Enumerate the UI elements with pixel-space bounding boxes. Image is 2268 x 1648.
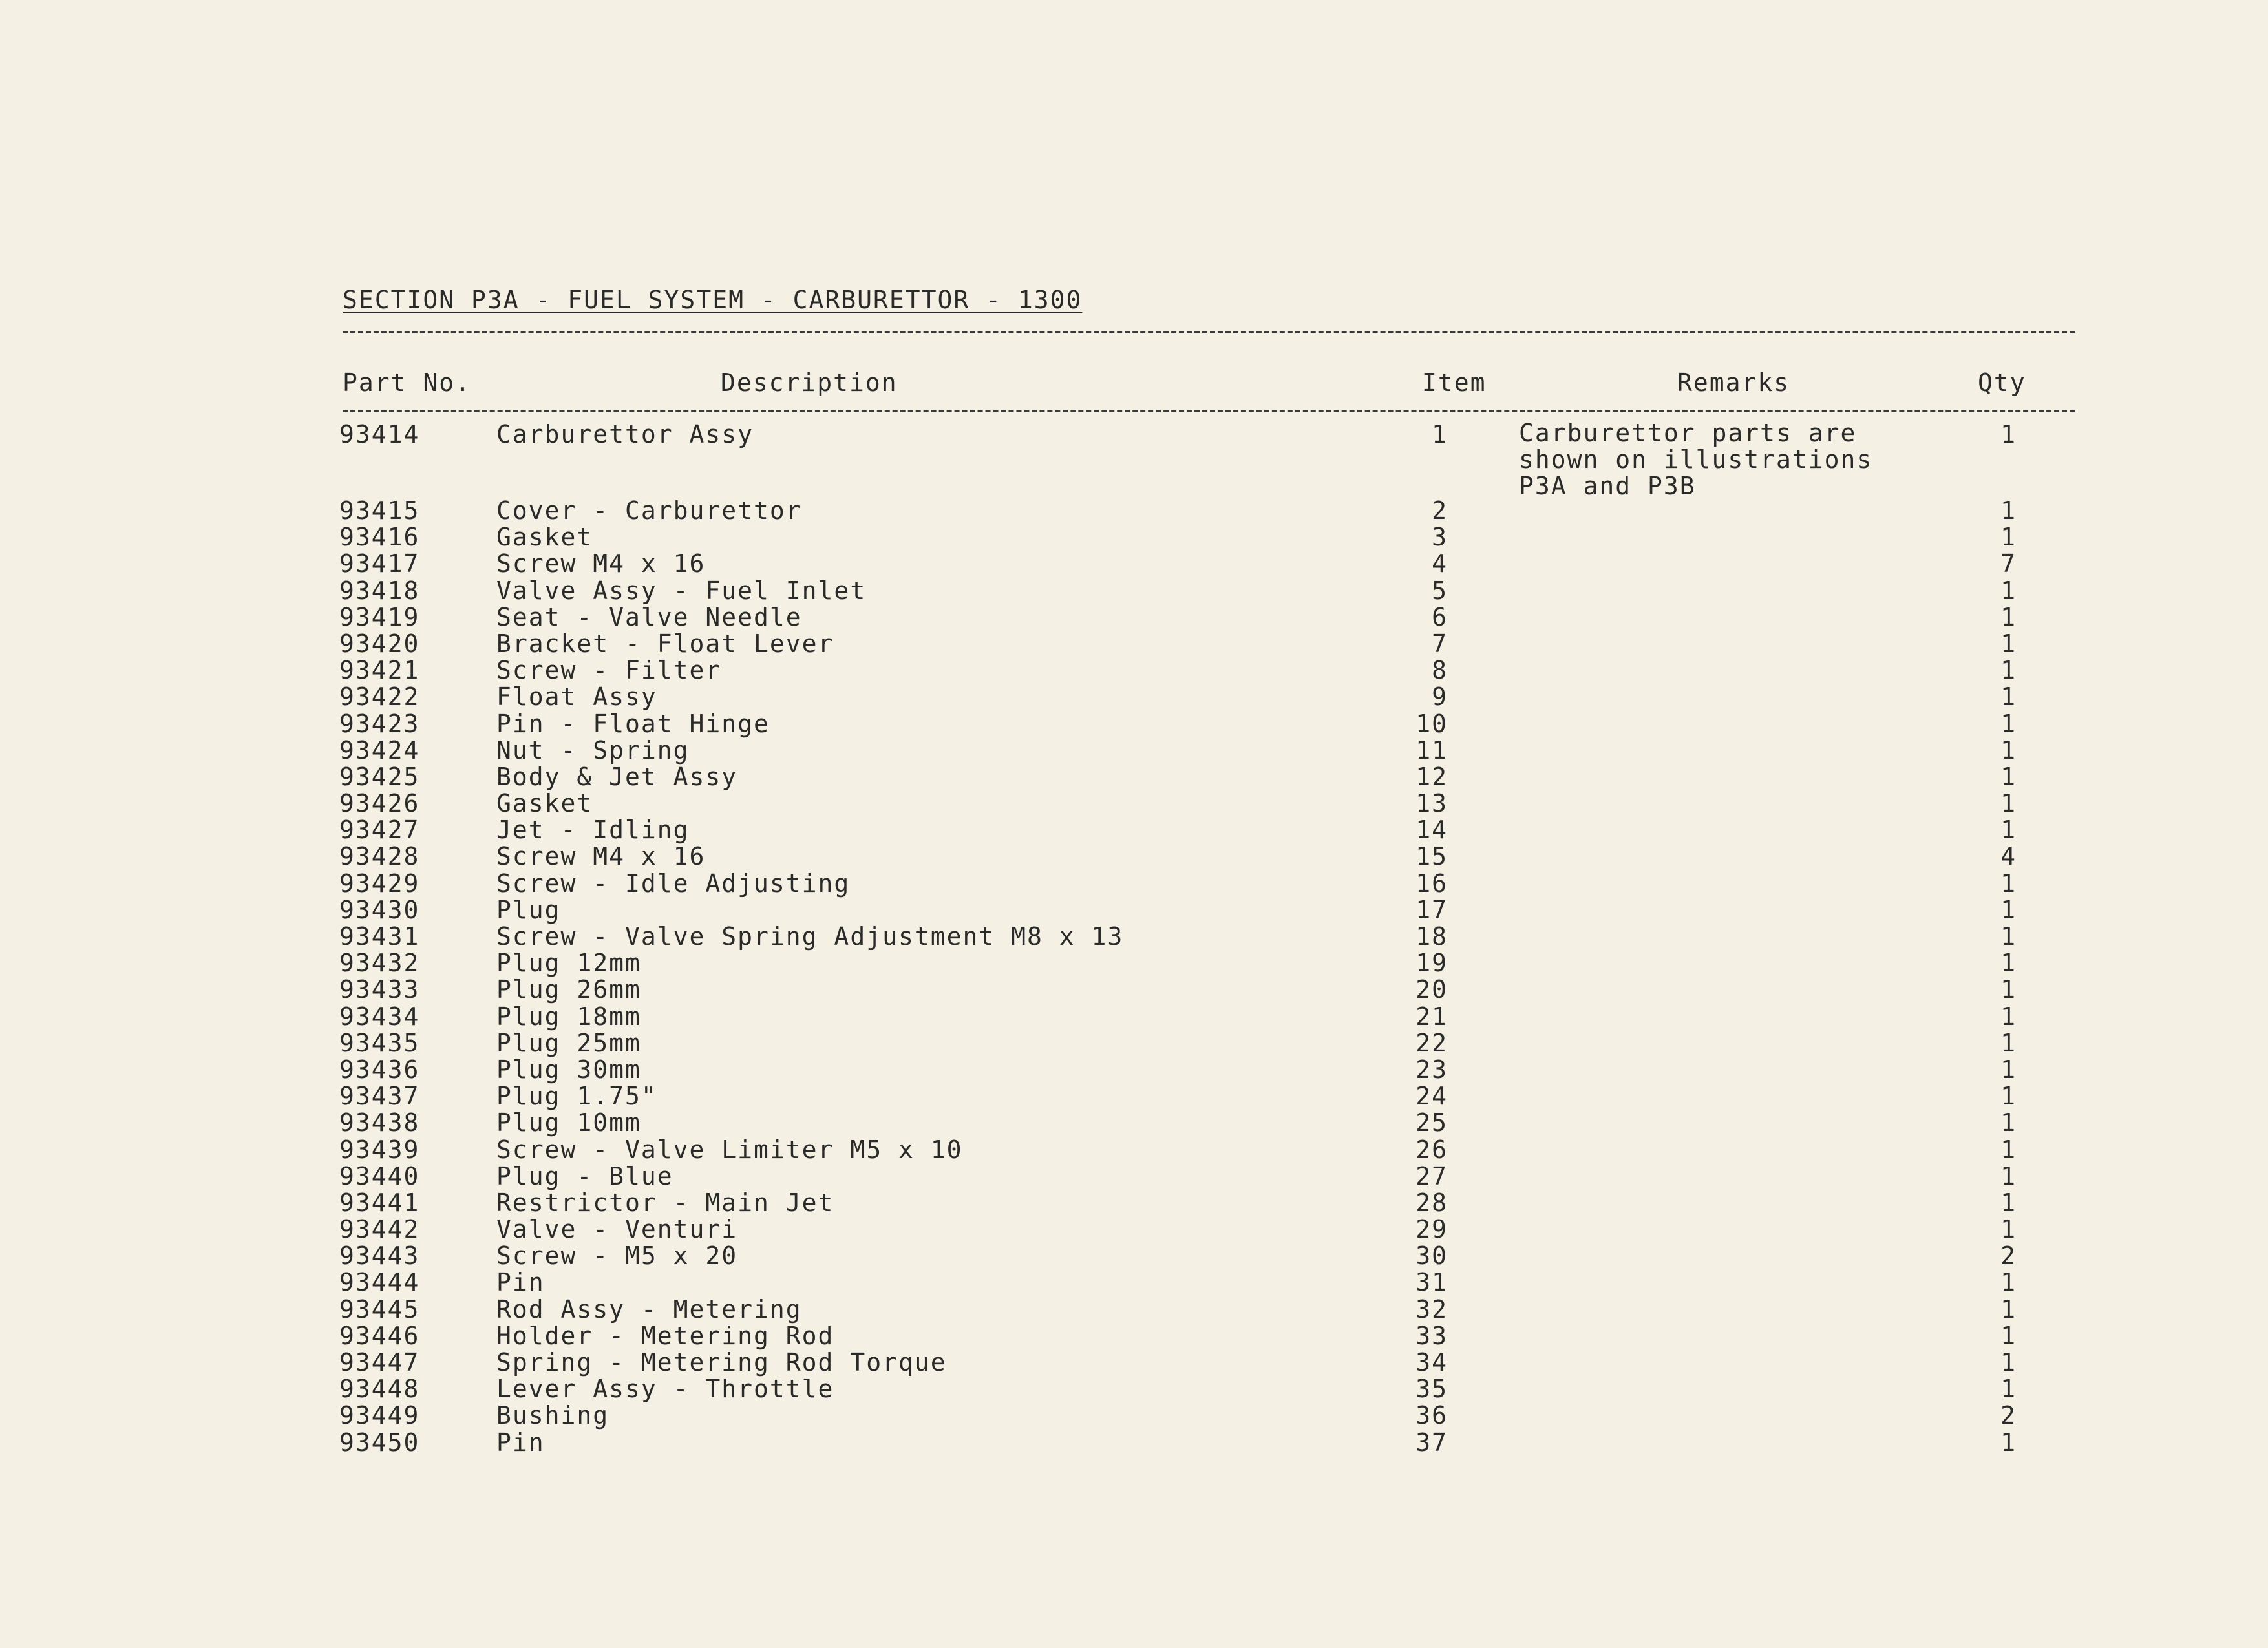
part-number: 93422 — [339, 682, 420, 712]
table-row — [0, 549, 2268, 576]
header-item: Item — [1422, 368, 1487, 397]
part-number: 93418 — [339, 576, 420, 605]
table-row — [0, 789, 2268, 816]
part-number: 93425 — [339, 762, 420, 791]
part-description: Jet - Idling — [496, 816, 690, 845]
part-description: Rod Assy - Metering — [496, 1294, 802, 1324]
item-number: 18 — [1415, 922, 1448, 951]
part-description: Screw - Valve Spring Adjustment M8 x 13 — [496, 922, 1124, 951]
item-number: 24 — [1415, 1082, 1448, 1111]
quantity: 1 — [2000, 1055, 2017, 1084]
part-description: Plug 10mm — [496, 1108, 641, 1137]
part-description: Restrictor - Main Jet — [496, 1188, 834, 1217]
table-row — [0, 419, 2268, 500]
part-number: 93434 — [339, 1002, 420, 1031]
quantity: 2 — [2000, 1241, 2017, 1271]
part-number: 93426 — [339, 789, 420, 818]
quantity: 1 — [2000, 496, 2017, 525]
part-number: 93417 — [339, 549, 420, 578]
quantity: 1 — [2000, 762, 2017, 791]
quantity: 1 — [2000, 789, 2017, 818]
part-number: 93431 — [339, 922, 420, 951]
remarks-line: P3A and P3B — [1519, 472, 1696, 500]
quantity: 1 — [2000, 1028, 2017, 1057]
part-number: 93428 — [339, 842, 420, 871]
table-row — [0, 1322, 2268, 1348]
table-row — [0, 975, 2268, 1002]
part-description: Plug 18mm — [496, 1002, 641, 1031]
table-row — [0, 1375, 2268, 1404]
header-part-no: Part No. — [343, 368, 472, 397]
part-number: 93448 — [339, 1375, 420, 1404]
item-number: 21 — [1415, 1002, 1448, 1031]
table-row — [0, 576, 2268, 603]
item-number: 36 — [1415, 1401, 1448, 1430]
table-row — [0, 1108, 2268, 1135]
table-row — [0, 922, 2268, 949]
header-description: Description — [721, 368, 898, 397]
part-number: 93447 — [339, 1348, 420, 1377]
part-description: Body & Jet Assy — [496, 762, 738, 791]
quantity: 1 — [2000, 1108, 2017, 1137]
part-description: Nut - Spring — [496, 735, 690, 765]
item-number: 17 — [1415, 895, 1448, 924]
section-title: SECTION P3A - FUEL SYSTEM - CARBURETTOR - 1300 — [343, 286, 1083, 314]
table-row — [0, 1295, 2268, 1322]
quantity: 1 — [2000, 1161, 2017, 1190]
quantity: 1 — [2000, 576, 2017, 605]
quantity: 1 — [2000, 420, 2017, 449]
title-divider — [343, 331, 2075, 333]
table-row — [0, 1348, 2268, 1375]
table-row — [0, 1002, 2268, 1029]
part-description: Plug 30mm — [496, 1055, 641, 1084]
item-number: 34 — [1415, 1348, 1448, 1377]
quantity: 4 — [2000, 842, 2017, 871]
part-description: Bushing — [496, 1401, 609, 1430]
table-row — [0, 656, 2268, 685]
quantity: 2 — [2000, 1401, 2017, 1430]
quantity: 1 — [2000, 975, 2017, 1004]
item-number: 3 — [1432, 523, 1448, 552]
quantity: 7 — [2000, 549, 2017, 578]
item-number: 19 — [1415, 949, 1448, 978]
item-number: 1 — [1432, 420, 1448, 449]
part-number: 93438 — [339, 1108, 420, 1137]
table-row — [0, 682, 2268, 712]
part-description: Plug 1.75" — [496, 1082, 657, 1111]
part-description: Float Assy — [496, 682, 657, 712]
item-number: 37 — [1415, 1428, 1448, 1457]
part-description: Screw M4 x 16 — [496, 842, 706, 871]
table-row — [0, 869, 2268, 896]
part-number: 93433 — [339, 975, 420, 1004]
part-description: Seat - Valve Needle — [496, 602, 802, 631]
item-number: 2 — [1432, 496, 1448, 525]
table-row — [0, 1215, 2268, 1244]
table-row — [0, 949, 2268, 978]
part-number: 93424 — [339, 735, 420, 765]
part-number: 93441 — [339, 1188, 420, 1217]
table-row — [0, 496, 2268, 523]
quantity: 1 — [2000, 816, 2017, 845]
item-number: 6 — [1432, 602, 1448, 631]
part-number: 93450 — [339, 1428, 420, 1457]
quantity: 1 — [2000, 629, 2017, 658]
table-row — [0, 523, 2268, 552]
quantity: 1 — [2000, 682, 2017, 712]
quantity: 1 — [2000, 1375, 2017, 1404]
quantity: 1 — [2000, 1002, 2017, 1031]
item-number: 11 — [1415, 735, 1448, 765]
table-row — [0, 842, 2268, 869]
part-number: 93415 — [339, 496, 420, 525]
part-description: Screw - Filter — [496, 656, 722, 685]
table-row — [0, 1136, 2268, 1162]
table-row — [0, 1162, 2268, 1188]
part-description: Valve Assy - Fuel Inlet — [496, 576, 867, 605]
item-number: 9 — [1432, 682, 1448, 712]
part-number: 93443 — [339, 1241, 420, 1271]
item-number: 7 — [1432, 629, 1448, 658]
part-description: Screw - Idle Adjusting — [496, 869, 851, 898]
item-number: 33 — [1415, 1321, 1448, 1350]
table-row — [0, 763, 2268, 789]
table-row — [0, 1428, 2268, 1455]
part-description: Lever Assy - Throttle — [496, 1375, 834, 1404]
part-number: 93423 — [339, 709, 420, 738]
part-description: Plug 25mm — [496, 1028, 641, 1057]
item-number: 29 — [1415, 1215, 1448, 1244]
quantity: 1 — [2000, 1294, 2017, 1324]
part-description: Gasket — [496, 789, 593, 818]
part-number: 93435 — [339, 1028, 420, 1057]
table-row — [0, 710, 2268, 736]
part-description: Valve - Venturi — [496, 1215, 738, 1244]
part-number: 93429 — [339, 869, 420, 898]
item-number: 23 — [1415, 1055, 1448, 1084]
part-description: Screw - Valve Limiter M5 x 10 — [496, 1135, 963, 1164]
item-number: 13 — [1415, 789, 1448, 818]
quantity: 1 — [2000, 1188, 2017, 1217]
quantity: 1 — [2000, 895, 2017, 924]
table-row — [0, 816, 2268, 845]
table-row — [0, 896, 2268, 922]
remarks — [1519, 420, 1872, 500]
part-description: Pin — [496, 1268, 545, 1297]
part-description: Pin — [496, 1428, 545, 1457]
part-description: Bracket - Float Lever — [496, 629, 834, 658]
part-number: 93437 — [339, 1082, 420, 1111]
part-number: 93445 — [339, 1294, 420, 1324]
item-number: 25 — [1415, 1108, 1448, 1137]
item-number: 16 — [1415, 869, 1448, 898]
table-row — [0, 629, 2268, 656]
item-number: 15 — [1415, 842, 1448, 871]
quantity: 1 — [2000, 1268, 2017, 1297]
part-description: Screw M4 x 16 — [496, 549, 706, 578]
quantity: 1 — [2000, 922, 2017, 951]
quantity: 1 — [2000, 1321, 2017, 1350]
quantity: 1 — [2000, 1348, 2017, 1377]
quantity: 1 — [2000, 1215, 2017, 1244]
part-number: 93442 — [339, 1215, 420, 1244]
quantity: 1 — [2000, 949, 2017, 978]
quantity: 1 — [2000, 1082, 2017, 1111]
header-remarks: Remarks — [1677, 368, 1790, 397]
item-number: 26 — [1415, 1135, 1448, 1164]
header-divider — [343, 410, 2075, 412]
quantity: 1 — [2000, 523, 2017, 552]
item-number: 32 — [1415, 1294, 1448, 1324]
quantity: 1 — [2000, 1428, 2017, 1457]
header-qty: Qty — [1978, 368, 2026, 397]
part-description: Plug 26mm — [496, 975, 641, 1004]
parts-table — [0, 420, 2268, 1455]
quantity: 1 — [2000, 735, 2017, 765]
item-number: 22 — [1415, 1028, 1448, 1057]
part-description: Screw - M5 x 20 — [496, 1241, 738, 1271]
part-number: 93414 — [339, 420, 420, 449]
part-number: 93419 — [339, 602, 420, 631]
part-number: 93444 — [339, 1268, 420, 1297]
remarks-line: Carburettor parts are — [1519, 419, 1857, 447]
item-number: 35 — [1415, 1375, 1448, 1404]
part-description: Plug - Blue — [496, 1161, 673, 1190]
part-number: 93449 — [339, 1401, 420, 1430]
part-description: Plug — [496, 895, 561, 924]
part-description: Holder - Metering Rod — [496, 1321, 834, 1350]
table-row — [0, 1055, 2268, 1082]
part-number: 93421 — [339, 656, 420, 685]
item-number: 20 — [1415, 975, 1448, 1004]
quantity: 1 — [2000, 1135, 2017, 1164]
item-number: 30 — [1415, 1241, 1448, 1271]
part-description: Spring - Metering Rod Torque — [496, 1348, 947, 1377]
table-row — [0, 1241, 2268, 1271]
part-number: 93436 — [339, 1055, 420, 1084]
item-number: 4 — [1432, 549, 1448, 578]
part-description: Carburettor Assy — [496, 420, 754, 449]
part-number: 93439 — [339, 1135, 420, 1164]
item-number: 31 — [1415, 1268, 1448, 1297]
quantity: 1 — [2000, 602, 2017, 631]
part-number: 93432 — [339, 949, 420, 978]
quantity: 1 — [2000, 869, 2017, 898]
part-number: 93430 — [339, 895, 420, 924]
part-number: 93440 — [339, 1161, 420, 1190]
item-number: 10 — [1415, 709, 1448, 738]
part-number: 93427 — [339, 816, 420, 845]
item-number: 5 — [1432, 576, 1448, 605]
item-number: 28 — [1415, 1188, 1448, 1217]
part-description: Gasket — [496, 523, 593, 552]
item-number: 27 — [1415, 1161, 1448, 1190]
quantity: 1 — [2000, 709, 2017, 738]
quantity: 1 — [2000, 656, 2017, 685]
part-number: 93446 — [339, 1321, 420, 1350]
remarks-line: shown on illustrations — [1519, 445, 1873, 474]
table-row — [0, 1082, 2268, 1111]
part-number: 93420 — [339, 629, 420, 658]
part-number: 93416 — [339, 523, 420, 552]
part-description: Pin - Float Hinge — [496, 709, 770, 738]
table-row — [0, 1401, 2268, 1428]
table-row — [0, 1188, 2268, 1215]
part-description: Cover - Carburettor — [496, 496, 802, 525]
item-number: 12 — [1415, 762, 1448, 791]
item-number: 14 — [1415, 816, 1448, 845]
table-row — [0, 736, 2268, 763]
table-row — [0, 1029, 2268, 1055]
part-description: Plug 12mm — [496, 949, 641, 978]
table-row — [0, 1268, 2268, 1297]
item-number: 8 — [1432, 656, 1448, 685]
table-row — [0, 603, 2268, 629]
